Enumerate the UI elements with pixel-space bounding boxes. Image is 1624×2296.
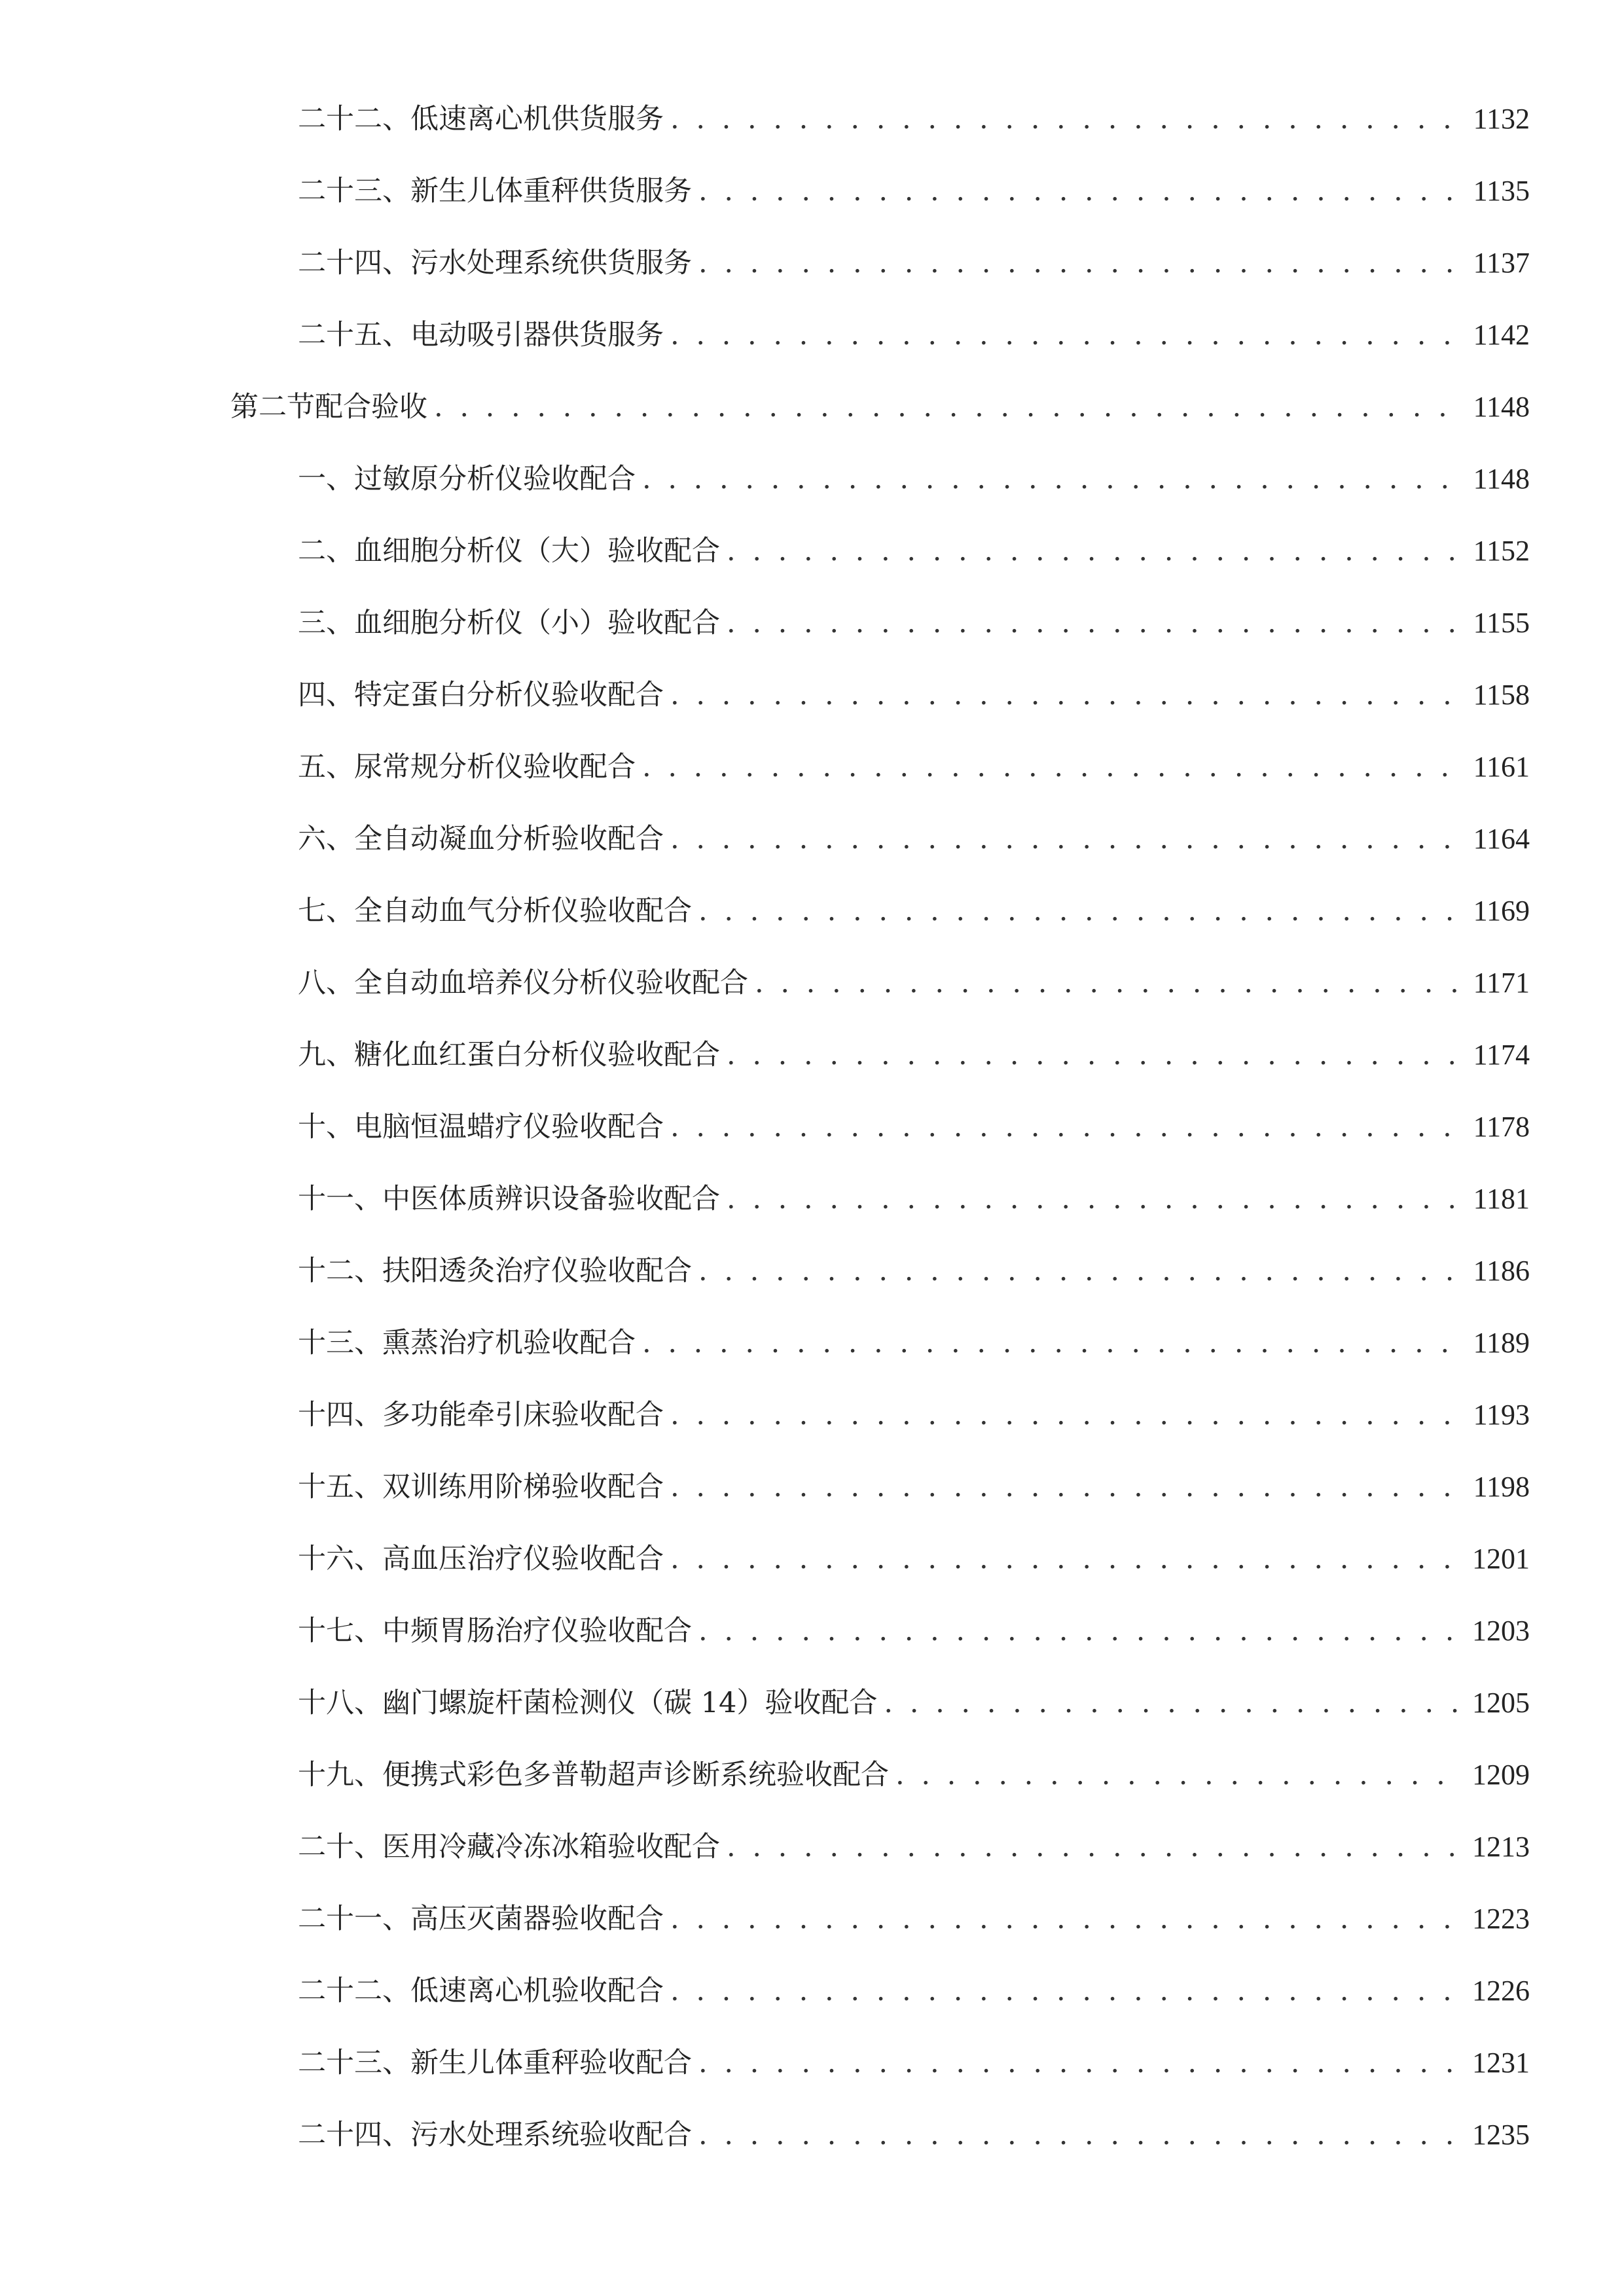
dot-leader	[884, 1683, 1458, 1723]
toc-entry[interactable]	[298, 1251, 1530, 1291]
toc-entry-page: 1201	[1472, 1543, 1530, 1575]
toc-entry-number: 七、	[298, 895, 354, 927]
toc-entry-title: 高压灭菌器验收配合	[410, 1903, 664, 1935]
dot-leader	[670, 1467, 1458, 1507]
toc-entry-page: 1178	[1473, 1111, 1530, 1143]
dot-leader	[698, 243, 1458, 283]
toc-entry-page: 1132	[1473, 103, 1530, 135]
dot-leader	[727, 1827, 1458, 1867]
toc-entry-number: 十三、	[298, 1327, 382, 1359]
toc-entry-page: 1226	[1472, 1975, 1530, 2007]
toc-entry-number: 十二、	[298, 1255, 382, 1287]
toc-entry[interactable]	[298, 1395, 1530, 1435]
toc-entry[interactable]	[298, 1467, 1530, 1507]
dot-leader	[642, 1323, 1458, 1363]
toc-section-title: 配合验收	[315, 391, 427, 423]
toc-entry-title: 低速离心机验收配合	[410, 1975, 664, 2007]
toc-entry-number: 三、	[298, 607, 354, 639]
toc-entry-page: 1158	[1473, 679, 1530, 711]
toc-section-number: 第二节	[230, 391, 315, 423]
toc-entry[interactable]	[298, 99, 1530, 139]
dot-leader	[670, 1899, 1458, 1939]
toc-entry-title: 新生儿体重秤供货服务	[410, 175, 692, 207]
toc-entry-number: 十六、	[298, 1543, 382, 1575]
toc-entry[interactable]	[298, 171, 1530, 211]
dot-leader	[670, 1107, 1458, 1147]
dot-leader	[642, 747, 1458, 787]
toc-entry-page: 1235	[1472, 2119, 1530, 2151]
toc-entry-title: 多功能牵引床验收配合	[382, 1399, 664, 1431]
toc-entry[interactable]	[298, 1755, 1530, 1795]
toc-entry-title: 熏蒸治疗机验收配合	[382, 1327, 636, 1359]
dot-leader	[642, 459, 1458, 499]
dot-leader	[670, 99, 1458, 139]
toc-entry-number: 二十二、	[298, 1975, 410, 2007]
toc-entry-number: 十四、	[298, 1399, 382, 1431]
toc-entry[interactable]	[298, 1611, 1530, 1651]
dot-leader	[727, 531, 1458, 571]
toc-entry-page: 1189	[1473, 1327, 1530, 1359]
dot-leader	[698, 2043, 1458, 2083]
toc-entry-number: 四、	[298, 679, 354, 711]
toc-entry-title: 高血压治疗仪验收配合	[382, 1543, 664, 1575]
toc-entry-title: 电脑恒温蜡疗仪验收配合	[354, 1111, 664, 1143]
toc-entry-title: 医用冷藏冷冻冰箱验收配合	[382, 1831, 720, 1863]
toc-entry-number: 十、	[298, 1111, 354, 1143]
dot-leader	[670, 1395, 1458, 1435]
toc-entry-number: 二十三、	[298, 2047, 410, 2079]
dot-leader	[727, 1179, 1458, 1219]
toc-entry-number: 十五、	[298, 1471, 382, 1503]
toc-entry-page: 1181	[1473, 1183, 1530, 1215]
toc-entry-number: 二十四、	[298, 247, 410, 279]
dot-leader	[698, 1611, 1458, 1651]
toc-entry[interactable]	[298, 819, 1530, 859]
toc-entry-number: 二十五、	[298, 319, 410, 351]
toc-entry-page: 1135	[1473, 175, 1530, 207]
toc-entry-number: 十九、	[298, 1759, 382, 1791]
toc-entry[interactable]	[298, 1179, 1530, 1219]
dot-leader	[698, 171, 1458, 211]
toc-entry-title: 电动吸引器供货服务	[410, 319, 664, 351]
toc-entry-page: 1231	[1472, 2047, 1530, 2079]
dot-leader	[698, 1251, 1458, 1291]
toc-entry[interactable]	[298, 2115, 1530, 2155]
toc-entry-title: 血细胞分析仪（小）验收配合	[354, 607, 720, 639]
toc-entry[interactable]	[298, 2043, 1530, 2083]
dot-leader	[670, 1971, 1458, 2011]
toc-entry-title: 新生儿体重秤验收配合	[410, 2047, 692, 2079]
toc-entry[interactable]	[298, 1107, 1530, 1147]
toc-entry-number: 九、	[298, 1039, 354, 1071]
toc-entry-page: 1213	[1472, 1831, 1530, 1863]
dot-leader	[698, 891, 1458, 931]
toc-entry-title: 过敏原分析仪验收配合	[354, 463, 636, 495]
dot-leader	[727, 1035, 1458, 1075]
toc-entry-page: 1164	[1473, 823, 1530, 855]
toc-entry[interactable]	[298, 531, 1530, 571]
toc-section-entry[interactable]	[230, 387, 1530, 427]
toc-entry-page: 1152	[1473, 535, 1530, 567]
toc-entry-title: 双训练用阶梯验收配合	[382, 1471, 664, 1503]
toc-entry-title: 低速离心机供货服务	[410, 103, 664, 135]
toc-entry[interactable]	[298, 963, 1530, 1003]
toc-entry-number: 二十、	[298, 1831, 382, 1863]
toc-entry-title: 中频胃肠治疗仪验收配合	[382, 1615, 692, 1647]
dot-leader	[755, 963, 1458, 1003]
dot-leader	[670, 315, 1458, 355]
toc-entry[interactable]	[298, 1827, 1530, 1867]
toc-entry-number: 二十三、	[298, 175, 410, 207]
toc-entry-number: 二十四、	[298, 2119, 410, 2151]
toc-entry-title: 特定蛋白分析仪验收配合	[354, 679, 664, 711]
dot-leader	[727, 603, 1458, 643]
toc-entry[interactable]	[298, 603, 1530, 643]
toc-entry[interactable]	[298, 315, 1530, 355]
toc-entry-page: 1174	[1473, 1039, 1530, 1071]
toc-entry-number: 二十一、	[298, 1903, 410, 1935]
toc-entry-number: 二、	[298, 535, 354, 567]
dot-leader	[670, 1539, 1458, 1579]
dot-leader	[895, 1755, 1458, 1795]
toc-entry-page: 1186	[1473, 1255, 1530, 1287]
toc-entry-page: 1148	[1473, 463, 1530, 495]
toc-entry-page: 1148	[1473, 391, 1530, 423]
toc-entry-number: 十八、	[298, 1687, 382, 1719]
toc-entry-page: 1171	[1473, 967, 1530, 999]
toc-entry-number: 八、	[298, 967, 354, 999]
dot-leader	[670, 675, 1458, 715]
toc-entry-page: 1223	[1472, 1903, 1530, 1935]
toc-entry-title: 糖化血红蛋白分析仪验收配合	[354, 1039, 720, 1071]
toc-entry-page: 1142	[1473, 319, 1530, 351]
toc-entry[interactable]	[298, 1899, 1530, 1939]
toc-entry-title: 全自动血气分析仪验收配合	[354, 895, 692, 927]
toc-entry-page: 1169	[1473, 895, 1530, 927]
toc-entry[interactable]	[298, 747, 1530, 787]
toc-entry[interactable]	[298, 459, 1530, 499]
toc-entry-number: 一、	[298, 463, 354, 495]
toc-entry-title: 便携式彩色多普勒超声诊断系统验收配合	[382, 1759, 889, 1791]
toc-entry-title: 全自动血培养仪分析仪验收配合	[354, 967, 748, 999]
toc-entry-page: 1137	[1473, 247, 1530, 279]
toc-entry[interactable]	[298, 1035, 1530, 1075]
toc-entry[interactable]	[298, 675, 1530, 715]
toc-entry-number: 二十二、	[298, 103, 410, 135]
toc-entry-number: 五、	[298, 751, 354, 783]
toc-entry-page: 1198	[1473, 1471, 1530, 1503]
toc-entry-page: 1209	[1472, 1759, 1530, 1791]
toc-entry-page: 1205	[1472, 1687, 1530, 1719]
toc-entry[interactable]	[298, 1539, 1530, 1579]
toc-entry-number: 十一、	[298, 1183, 382, 1215]
toc-entry-page: 1193	[1473, 1399, 1530, 1431]
toc-entry-title: 血细胞分析仪（大）验收配合	[354, 535, 720, 567]
dot-leader	[670, 819, 1458, 859]
toc-entry-number: 六、	[298, 823, 354, 855]
toc-entry-page: 1155	[1473, 607, 1530, 639]
toc-entry-title: 污水处理系统供货服务	[410, 247, 692, 279]
dot-leader	[698, 2115, 1458, 2155]
toc-entry-number: 十七、	[298, 1615, 382, 1647]
toc-entry-title: 尿常规分析仪验收配合	[354, 751, 636, 783]
toc-entry-title: 幽门螺旋杆菌检测仪（碳 14）验收配合	[382, 1687, 878, 1719]
toc-entry[interactable]	[298, 243, 1530, 283]
toc-entry-title: 中医体质辨识设备验收配合	[382, 1183, 720, 1215]
toc-entry[interactable]	[298, 1683, 1530, 1723]
toc-entry-page: 1203	[1472, 1615, 1530, 1647]
toc-entry[interactable]	[298, 1971, 1530, 2011]
toc-entry-title: 扶阳透灸治疗仪验收配合	[382, 1255, 692, 1287]
toc-entry-title: 全自动凝血分析验收配合	[354, 823, 664, 855]
toc-entry[interactable]	[298, 891, 1530, 931]
dot-leader	[434, 387, 1458, 427]
toc-entry-page: 1161	[1473, 751, 1530, 783]
toc-entry-title: 污水处理系统验收配合	[410, 2119, 692, 2151]
toc-entry[interactable]	[298, 1323, 1530, 1363]
